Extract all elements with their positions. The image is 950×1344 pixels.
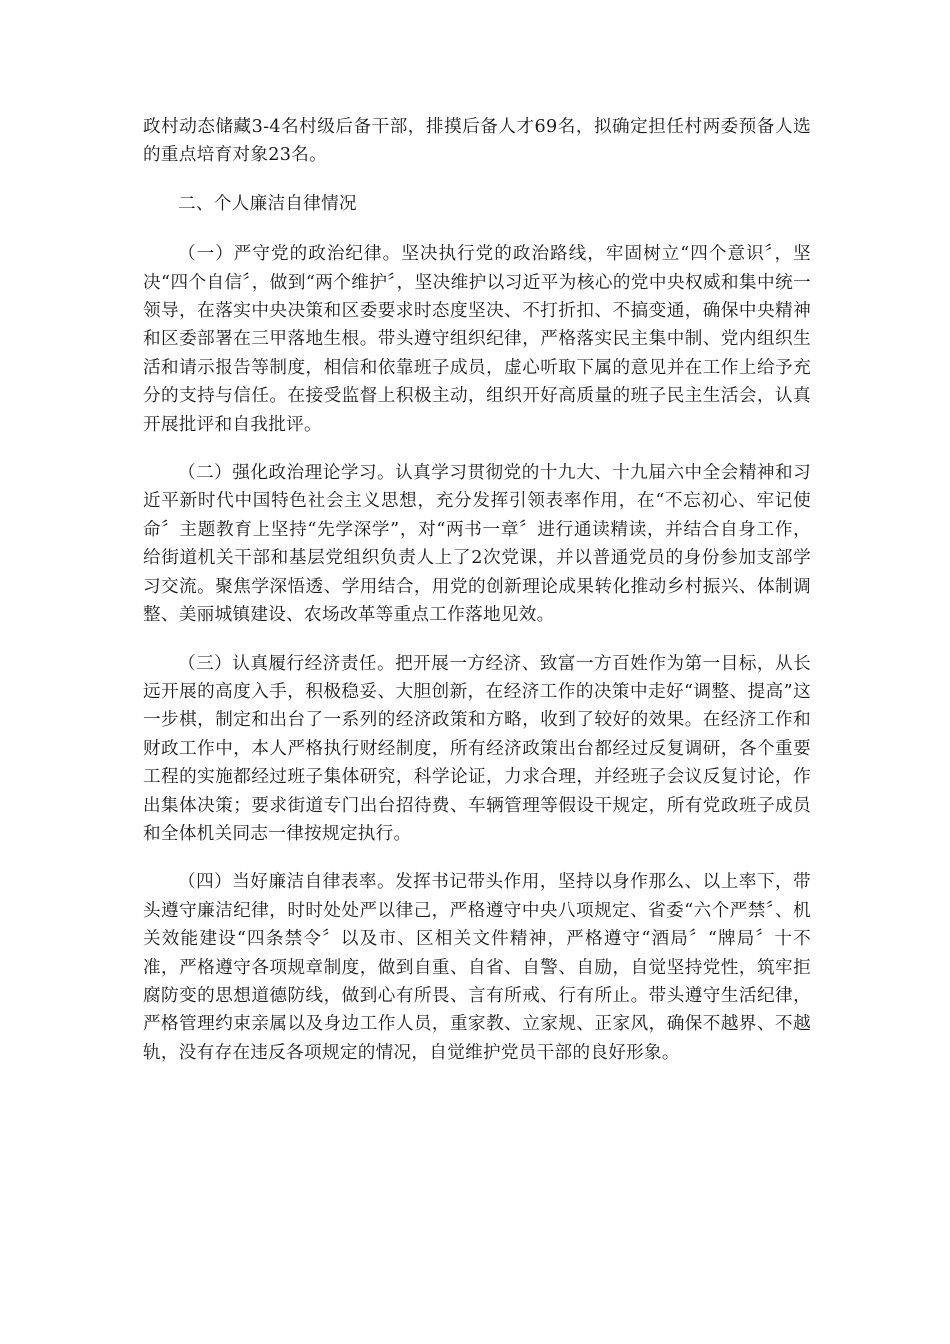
section-heading: 二、个人廉洁自律情况	[178, 193, 357, 214]
paragraph-economic-responsibility: （三）认真履行经济责任。把开展一方经济、致富一方百姓作为第一目标，从长远开展的高度入手，积极稳妥、大胆创新，在经济工作的决策中走好“调整、提高”这一步棋，制定和出台了一系列的经济政策和方略，收到了较好的效果。在经济工作和财政工作中，本人严格执行财经制度，所有经济政策出台都经过反复调研，各个重要工程的实施都经过班子集体研究，科学论证，力求合理，并经班子会议反复讨论，作出集体决策；要求街道专门出台招待费、车辆管理等假设干规定，所有党政班子成员和全体机关同志一律按规定执行。	[143, 653, 811, 844]
document-body	[143, 113, 811, 1087]
paragraph-political-discipline: （一）严守党的政治纪律。坚决执行党的政治路线，牢固树立“四个意识〞，坚决“四个自信〞，做到“两个维护〞，坚决维护以习近平为核心的党中央权威和集中统一领导，在落实中央决策和区委要求时态度坚决、不打折扣、不搞变通，确保中央精神和区委部署在三甲落地生根。带头遵守组织纪律，严格落实民主集中制、党内组织生活和请示报告等制度，相信和依靠班子成员，虚心听取下属的意见并在工作上给予充分的支持与信任。在接受监督上积极主动，组织开好高质量的班子民主生活会，认真开展批评和自我批评。	[143, 244, 811, 435]
paragraph-integrity-example: （四）当好廉洁自律表率。发挥书记带头作用，坚持以身作那么、以上率下，带头遵守廉洁纪律，时时处处严以律己，严格遵守中央八项规定、省委“六个严禁〞、机关效能建设“四条禁令〞以及市、区相关文件精神，严格遵守“酒局〞“牌局〞十不准，严格遵守各项规章制度，做到自重、自省、自警、自励，自觉坚持党性，筑牢拒腐防变的思想道德防线，做到心有所畏、言有所戒、行有所止。带头遵守生活纪律，严格管理约束亲属以及身边工作人员，重家教、立家规、正家风，确保不越界、不越轨，没有存在违反各项规定的情况，自觉维护党员干部的良好形象。	[143, 872, 811, 1063]
paragraph-theory-study: （二）强化政治理论学习。认真学习贯彻党的十九大、十九届六中全会精神和习近平新时代中国特色社会主义思想，充分发挥引领表率作用，在“不忘初心、牢记使命〞主题教育上坚持“先学深学”，对“两书一章〞进行通读精读，并结合自身工作，给街道机关干部和基层党组织负责人上了2次党课，并以普通党员的身份参加支部学习交流。聚焦学深悟透、学用结合，用党的创新理论成果转化推动乡村振兴、体制调整、美丽城镇建设、农场改革等重点工作落地见效。	[143, 463, 811, 626]
paragraph-continuation: 政村动态储藏3-4名村级后备干部，排摸后备人才69名，拟确定担任村两委预备人选的重点培育对象23名。	[143, 117, 811, 166]
